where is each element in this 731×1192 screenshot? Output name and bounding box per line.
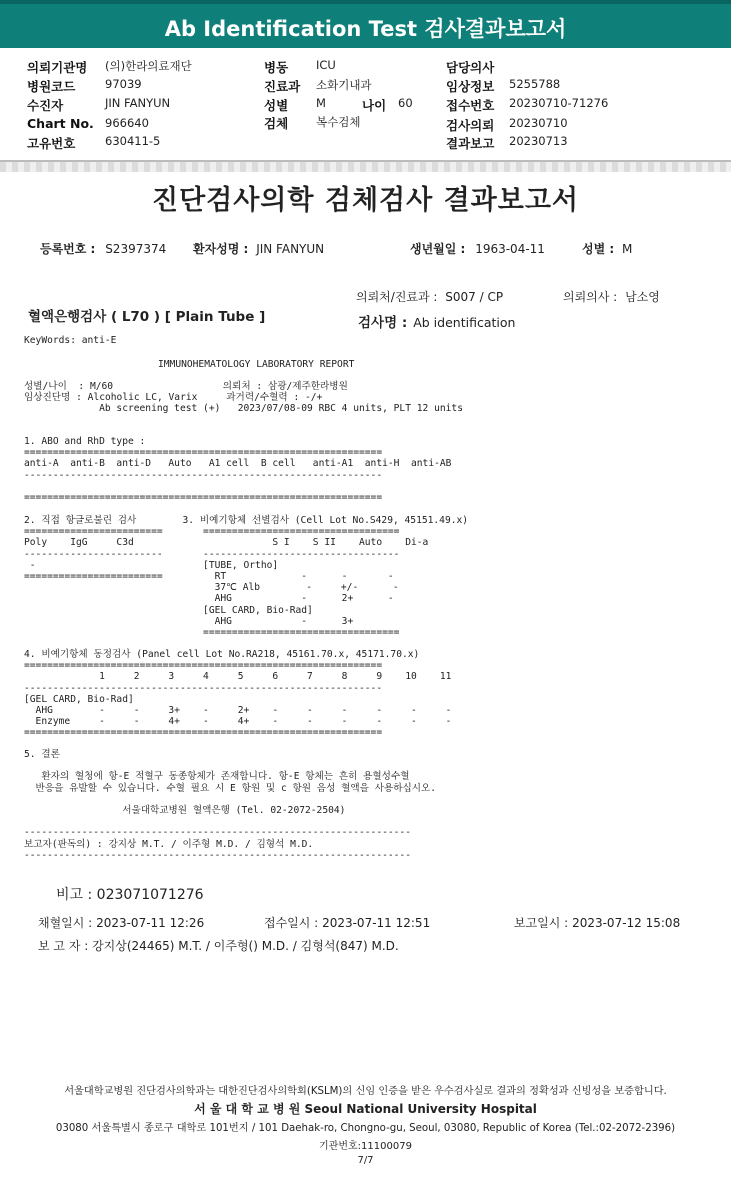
doctor-value: 남소영: [625, 290, 660, 304]
clinical-diagnosis-line: 임상진단명 : Alcoholic LC, Varix 과거력/수혈력 : -/+: [24, 392, 323, 403]
sex-age-line: 성별/나이 : M/60 의뢰처 : 삼광/제주한라병원: [24, 381, 348, 392]
report-time-line: [514, 914, 680, 931]
info-value-requester: (의)한라의료재단: [105, 59, 192, 73]
collection-time-label: 채혈일시 :: [38, 916, 93, 930]
receipt-time-value: 2023-07-11 12:51: [322, 916, 431, 930]
page-number: 7/7: [357, 1155, 374, 1166]
exam-name-label: 검사명 :: [358, 315, 408, 331]
info-value-department: 소화기내과: [316, 78, 372, 92]
section-conclusion: 5. 결론 환자의 혈청에 항-E 적혈구 동종항체가 존재합니다. 항-E 항체는 흔히 용혈성수혈 반응을 유발할 수 있습니다. 수혈 필요 시 E 항원 및 c 항원 음성 혈액을 사용하십시오. 서울대학교병원 혈액은행 (Tel. 02-2072-2504) ------------------------------------------------------------------- 보고자(판독의) : 강지상 M.T. / 이주형 M.D. / 김형석 M.D. -------------------------------------------------------------------: [24, 749, 437, 861]
dept-value: S007 / CP: [445, 290, 504, 304]
info-label-chart-no: Chart No.: [27, 116, 94, 131]
info-label-age: 나이: [362, 98, 387, 113]
info-value-report-date: 20230713: [509, 134, 568, 148]
info-label-requester: 의뢰기관명: [27, 60, 88, 75]
section-antibody-identification: 4. 비예기항체 동정검사 (Panel cell Lot No.RA218, 45161.70.x, 45171.70.x) ============================================================== 1 2 3 4 5 6 7 8 9 10 11 -------------------------------------------------------------- [GEL CARD, Bio-Rad] AHG - - 3+ - 2+ - - - - - - Enzyme - - 4+ - 4+ - - - - - - ==============================================================: [24, 649, 452, 739]
tear-edge: [0, 162, 731, 172]
info-value-hospital-code: 97039: [105, 77, 142, 91]
report-time-label: 보고일시 :: [514, 916, 569, 930]
patient-name-line: [193, 240, 324, 257]
certification-text: 서울대학교병원 진단검사의학과는 대한진단검사의학회(KSLM)의 신임 인증을 받은 우수검사실로 결과의 정확성과 신빙성을 보증합니다.: [64, 1086, 667, 1097]
collection-time-line: [38, 914, 204, 931]
report-title: 진단검사의학 검체검사 결과보고서: [151, 185, 580, 216]
info-label-ward: 병동: [264, 60, 289, 75]
sex-label: 성별 :: [582, 242, 615, 256]
receipt-time-label: 접수일시 :: [264, 916, 319, 930]
lab-report-title: IMMUNOHEMATOLOGY LABORATORY REPORT: [158, 359, 355, 370]
sex-line: [582, 240, 632, 257]
dept-label: 의뢰처/진료과 :: [356, 290, 438, 304]
info-value-sex: M: [316, 96, 326, 110]
test-title: 혈액은행검사 ( L70 ) [ Plain Tube ]: [28, 309, 266, 325]
doctor-label: 의뢰의사 :: [563, 290, 618, 304]
info-value-chart-no: 966640: [105, 116, 149, 130]
note-label: 비고 :: [56, 887, 93, 903]
info-label-attending-doctor: 담당의사: [446, 60, 495, 75]
hospital-address: 03080 서울특별시 종로구 대학로 101번지 / 101 Daehak-ro, Chongno-gu, Seoul, 03080, Republic of Korea (Tel.:02-2072-2396): [55, 1123, 676, 1134]
patient-name-label: 환자성명 :: [193, 242, 249, 256]
info-label-patient: 수진자: [27, 98, 64, 113]
info-label-report-date: 결과보고: [446, 136, 495, 151]
info-value-ward: ICU: [316, 58, 336, 72]
hospital-name: 서 울 대 학 교 병 원 Seoul National University Hospital: [194, 1102, 537, 1116]
patient-name-value: JIN FANYUN: [256, 242, 325, 256]
info-label-sex: 성별: [264, 98, 289, 113]
info-value-patient: JIN FANYUN: [105, 96, 171, 110]
info-label-clinical-info: 임상정보: [446, 79, 495, 94]
info-label-request-date: 검사의뢰: [446, 118, 495, 133]
info-value-specimen: 복수검체: [316, 115, 361, 129]
sex-value: M: [622, 242, 633, 256]
doctor-line: [563, 288, 660, 305]
info-label-unique-no: 고유번호: [27, 136, 76, 151]
reporter-value: 강지상(24465) M.T. / 이주형() M.D. / 김형석(847) M.D.: [92, 939, 399, 953]
exam-name-line: [358, 311, 515, 331]
section-dat-screening: 2. 직접 항글로불린 검사 3. 비예기항체 선별검사 (Cell Lot No.S429, 45151.49.x) ======================== ================================== Poly IgG C3d S I S II Auto Di-a ------------------------ ---------------------------------- - [TUBE, Ortho] ======================== RT - - - 37℃ Alb - +/- - AHG - 2+ - [GEL CARD, Bio-Rad] AHG - 3+ ==================================: [24, 515, 469, 639]
dept-line: [356, 288, 503, 305]
reporter-label: 보 고 자 :: [38, 939, 89, 953]
report-header-title: Ab Identification Test 검사결과보고서: [0, 0, 731, 48]
registration-line: [40, 240, 166, 257]
report-time-value: 2023-07-12 15:08: [572, 916, 681, 930]
institution-number: 기관번호:11100079: [319, 1141, 412, 1152]
registration-value: S2397374: [105, 242, 167, 256]
receipt-time-line: [264, 914, 430, 931]
info-label-specimen: 검체: [264, 116, 289, 131]
reporter-line: [38, 937, 399, 954]
dob-label: 생년월일 :: [410, 242, 466, 256]
note-line: [56, 884, 204, 904]
dob-value: 1963-04-11: [475, 242, 545, 256]
info-value-age: 60: [398, 96, 413, 110]
patient-info-block: [0, 48, 731, 164]
section-abo-rhd: 1. ABO and RhD type : ============================================================== anti-A anti-B anti-D Auto A1 cell B cell anti-A1 anti-H anti-AB -------------------------------------------------------------- ==============================================================: [24, 436, 452, 504]
clinical-diagnosis-line-2: Ab screening test (+) 2023/07/08-09 RBC 4 units, PLT 12 units: [24, 403, 463, 414]
info-value-unique-no: 630411-5: [105, 134, 161, 148]
info-value-request-date: 20230710: [509, 116, 568, 130]
collection-time-value: 2023-07-11 12:26: [96, 916, 205, 930]
info-value-receipt-no: 20230710-71276: [509, 96, 609, 110]
registration-label: 등록번호 :: [40, 242, 96, 256]
exam-name-value: Ab identification: [413, 315, 516, 330]
keywords: KeyWords: anti-E: [24, 335, 117, 346]
info-label-receipt-no: 접수번호: [446, 98, 495, 113]
note-value: 023071071276: [96, 887, 204, 903]
info-label-hospital-code: 병원코드: [27, 79, 76, 94]
info-label-department: 진료과: [264, 79, 301, 94]
dob-line: [410, 240, 545, 257]
info-value-clinical-info: 5255788: [509, 77, 561, 91]
